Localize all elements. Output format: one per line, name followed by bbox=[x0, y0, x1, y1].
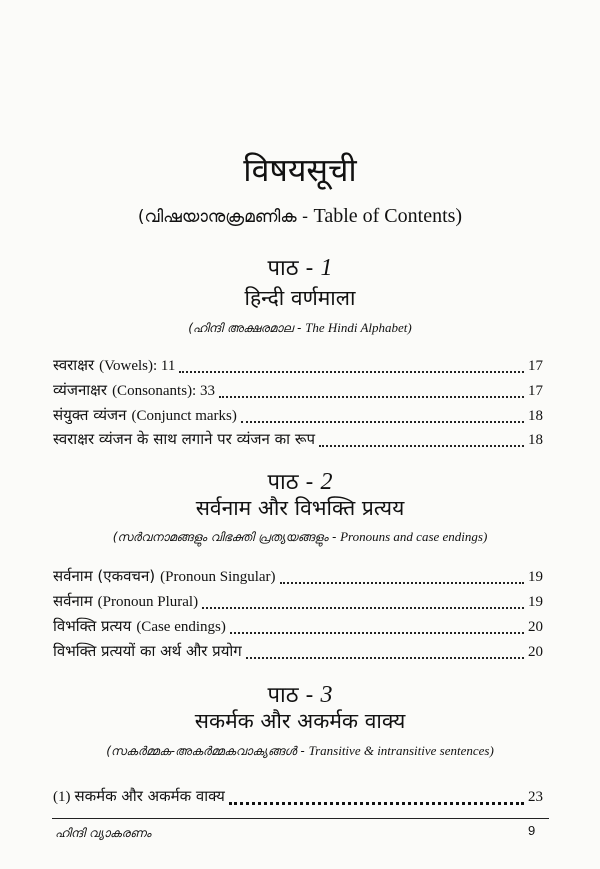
lesson-2-title: सर्वनाम और विभक्ति प्रत्यय bbox=[195, 496, 405, 520]
dot-leader bbox=[246, 657, 524, 659]
toc-entry[interactable] bbox=[53, 566, 543, 590]
subtitle-english: Table of Contents) bbox=[313, 205, 463, 227]
entry-english: (Pronoun Singular) bbox=[160, 569, 276, 585]
dot-leader bbox=[280, 582, 524, 584]
entry-hindi: विभक्ति प्रत्ययों का अर्थ और प्रयोग bbox=[53, 642, 242, 660]
lesson-sub-malayalam: (സർവനാമങ്ങളും വിഭക്തി പ്രത്യയങ്ങളും - bbox=[112, 530, 341, 544]
toc-entry[interactable] bbox=[53, 405, 543, 429]
entry-english: (Conjunct marks) bbox=[131, 408, 237, 424]
toc-entry[interactable] bbox=[53, 591, 543, 615]
lesson-number: 2 bbox=[320, 469, 333, 495]
entry-hindi: संयुक्त व्यंजन bbox=[53, 406, 127, 424]
lesson-sub-english: Transitive & intransitive sentences) bbox=[308, 743, 494, 758]
entry-hindi: सर्वनाम (एकवचन) bbox=[53, 567, 156, 585]
toc-entry[interactable] bbox=[53, 641, 543, 665]
footer-book-title: ഹിന്ദി വ്യാകരണം bbox=[55, 826, 152, 840]
lesson-2-subtitle bbox=[0, 529, 600, 545]
lesson-sub-english: Pronouns and case endings) bbox=[340, 529, 488, 544]
lesson-2-heading bbox=[0, 466, 600, 496]
lesson-label: पाठ - bbox=[267, 470, 321, 495]
entry-page: 17 bbox=[528, 383, 543, 399]
lesson-number: 1 bbox=[320, 255, 333, 281]
dot-leader bbox=[319, 445, 524, 447]
dot-leader bbox=[202, 607, 524, 609]
entry-hindi: सर्वनाम bbox=[53, 592, 93, 610]
entry-hindi: विभक्ति प्रत्यय bbox=[53, 617, 132, 635]
lesson-sub-malayalam: (ഹിന്ദി അക്ഷരമാല - bbox=[188, 321, 306, 335]
entry-page: 19 bbox=[528, 569, 543, 585]
footer-page-number: 9 bbox=[528, 823, 536, 838]
entry-english: (Vowels): 11 bbox=[99, 358, 176, 374]
entry-hindi: व्यंजनाक्षर bbox=[53, 381, 108, 399]
page-title: विषयसूची bbox=[243, 151, 357, 189]
dot-leader bbox=[179, 371, 524, 373]
lesson-sub-english: The Hindi Alphabet) bbox=[305, 320, 412, 335]
entry-hindi: सकर्मक और अकर्मक वाक्य bbox=[74, 787, 225, 805]
entry-page: 20 bbox=[528, 619, 543, 635]
entry-hindi: स्वराक्षर व्यंजन के साथ लगाने पर व्यंजन का रूप bbox=[53, 430, 315, 448]
entry-page: 19 bbox=[528, 594, 543, 610]
entry-english: (Pronoun Plural) bbox=[97, 594, 199, 610]
entry-hindi: स्वराक्षर bbox=[53, 356, 95, 374]
lesson-label: पाठ - bbox=[267, 256, 321, 281]
dot-leader bbox=[230, 632, 524, 634]
lesson-3-heading bbox=[0, 679, 600, 709]
dot-leader bbox=[219, 396, 524, 398]
entry-english: (Consonants): 33 bbox=[112, 383, 215, 399]
lesson-sub-malayalam: (സകർമ്മക-അകർമ്മകവാക്യങ്ങൾ - bbox=[106, 744, 309, 758]
entry-prefix: (1) bbox=[53, 789, 71, 805]
entry-page: 18 bbox=[528, 432, 543, 448]
toc-entry[interactable] bbox=[53, 786, 543, 810]
lesson-1-heading bbox=[0, 252, 600, 282]
toc-entry[interactable] bbox=[53, 355, 543, 379]
lesson-1-subtitle bbox=[0, 320, 600, 336]
toc-entry[interactable] bbox=[53, 380, 543, 404]
entry-page: 18 bbox=[528, 408, 543, 424]
footer-rule bbox=[52, 818, 549, 819]
toc-entry[interactable] bbox=[53, 616, 543, 640]
lesson-number: 3 bbox=[320, 682, 333, 708]
lesson-3-subtitle bbox=[0, 743, 600, 759]
lesson-1-title: हिन्दी वर्णमाला bbox=[244, 286, 356, 310]
entry-page: 17 bbox=[528, 358, 543, 374]
dot-leader bbox=[229, 802, 524, 805]
lesson-label: पाठ - bbox=[267, 683, 321, 708]
page-subtitle bbox=[0, 205, 600, 228]
entry-page: 20 bbox=[528, 644, 543, 660]
entry-english: (Case endings) bbox=[136, 619, 226, 635]
entry-page: 23 bbox=[528, 789, 543, 805]
toc-entry[interactable] bbox=[53, 429, 543, 453]
lesson-3-title: सकर्मक और अकर्मक वाक्य bbox=[194, 709, 406, 733]
dot-leader bbox=[241, 421, 524, 423]
subtitle-malayalam: (വിഷയാനുക്രമണിക - bbox=[137, 207, 314, 227]
